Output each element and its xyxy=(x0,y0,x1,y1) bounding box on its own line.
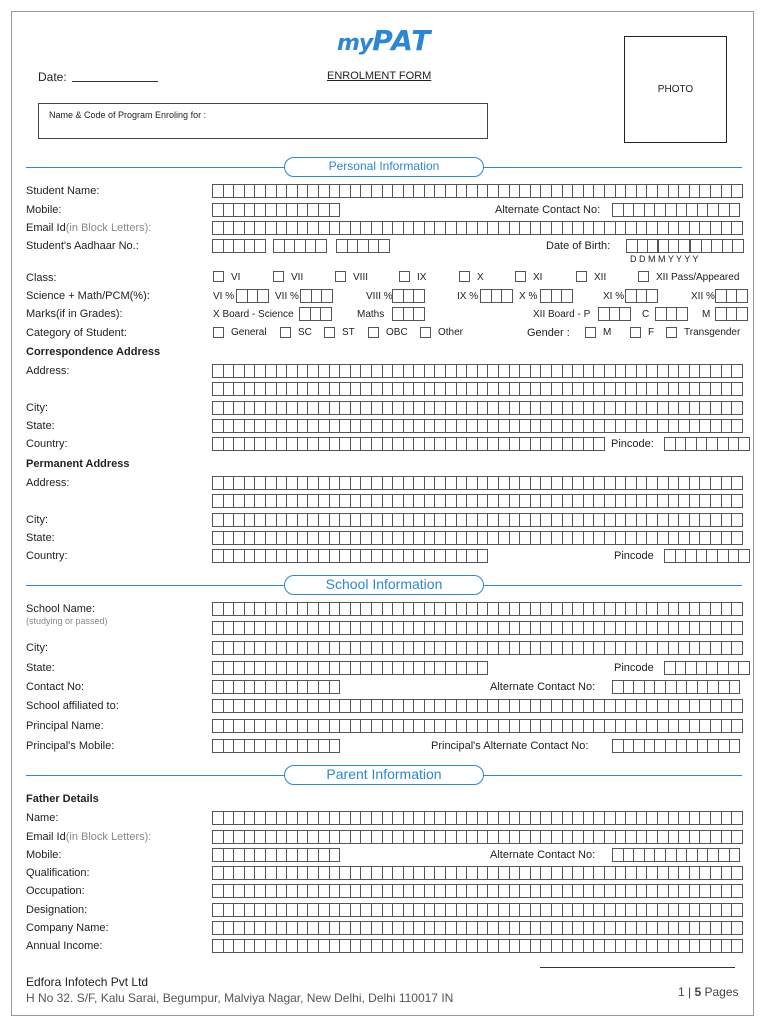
perm-address-boxes-1[interactable] xyxy=(212,476,743,489)
aadhaar-boxes-3[interactable] xyxy=(336,239,390,252)
father-company-boxes[interactable] xyxy=(212,921,743,934)
school-name-label: School Name: xyxy=(26,603,96,615)
corr-city-boxes[interactable] xyxy=(212,401,743,414)
corr-state-label: State: xyxy=(26,420,55,432)
alternate-contact-label: Alternate Contact No: xyxy=(495,204,601,216)
email-boxes[interactable] xyxy=(212,221,743,234)
pct-vii-label: VII % xyxy=(275,291,299,302)
father-designation-label: Designation: xyxy=(26,904,88,916)
father-income-label: Annual Income: xyxy=(26,940,103,952)
category-sc-label: SC xyxy=(298,327,312,338)
perm-pincode-label: Pincode xyxy=(614,550,654,562)
corr-country-label: Country: xyxy=(26,438,68,450)
perm-country-boxes[interactable] xyxy=(212,549,488,562)
mypat-logo: myPAT xyxy=(337,24,432,57)
class-viii-checkbox[interactable] xyxy=(335,271,346,282)
father-occupation-label: Occupation: xyxy=(26,885,85,897)
signature-line[interactable] xyxy=(540,967,735,968)
xii-c-boxes[interactable] xyxy=(655,307,688,320)
form-title: ENROLMENT FORM xyxy=(327,70,432,82)
category-general-label: General xyxy=(231,327,267,338)
pct-xi-boxes[interactable] xyxy=(625,289,658,302)
class-xii-pass-checkbox[interactable] xyxy=(638,271,649,282)
gender-label: Gender : xyxy=(527,327,570,339)
perm-address-boxes-2[interactable] xyxy=(212,494,743,507)
corr-pincode-label: Pincode: xyxy=(611,438,654,450)
father-mobile-label: Mobile: xyxy=(26,849,62,861)
gender-m-checkbox[interactable] xyxy=(585,327,596,338)
class-ix-label: IX xyxy=(417,272,427,283)
perm-country-label: Country: xyxy=(26,550,68,562)
gender-m-label: M xyxy=(603,327,612,338)
aadhaar-label: Student's Aadhaar No.: xyxy=(26,240,139,252)
father-mobile-boxes[interactable] xyxy=(212,848,340,861)
category-other-label: Other xyxy=(438,327,464,338)
pct-x-boxes[interactable] xyxy=(540,289,573,302)
class-x-checkbox[interactable] xyxy=(459,271,470,282)
principal-mobile-label: Principal's Mobile: xyxy=(26,740,115,752)
father-income-boxes[interactable] xyxy=(212,939,743,952)
pct-x-label: X % xyxy=(519,291,538,302)
alt-contact-boxes[interactable] xyxy=(612,203,740,216)
m-label: M xyxy=(702,309,711,320)
xii-m-boxes[interactable] xyxy=(715,307,748,320)
aadhaar-boxes-2[interactable] xyxy=(273,239,327,252)
marks-label: Marks(if in Grades): xyxy=(26,308,123,320)
pct-xii-boxes[interactable] xyxy=(715,289,748,302)
gender-f-label: F xyxy=(648,327,655,338)
school-city-boxes[interactable] xyxy=(212,641,743,654)
dob-day-boxes[interactable] xyxy=(626,239,659,252)
perm-state-boxes[interactable] xyxy=(212,531,743,544)
date-label: Date: xyxy=(38,70,67,84)
class-vi-checkbox[interactable] xyxy=(213,271,224,282)
maths-label: Maths xyxy=(357,309,385,320)
class-vi-label: VI xyxy=(231,272,241,283)
dob-label: Date of Birth: xyxy=(546,240,611,252)
school-affiliated-label: School affiliated to: xyxy=(26,700,119,712)
father-email-label: Email Id(in Block Letters): xyxy=(26,831,152,843)
father-qualification-label: Qualification: xyxy=(26,867,90,879)
pct-viii-boxes[interactable] xyxy=(392,289,425,302)
gender-f-checkbox[interactable] xyxy=(630,327,641,338)
principal-alt-contact-boxes[interactable] xyxy=(612,739,740,752)
father-qualification-boxes[interactable] xyxy=(212,866,743,879)
father-occupation-boxes[interactable] xyxy=(212,884,743,897)
footer-address: H No 32. S/F, Kalu Sarai, Begumpur, Malviya Nagar, New Delhi, Delhi 110017 IN xyxy=(26,991,454,1005)
corr-address-boxes-2[interactable] xyxy=(212,382,743,395)
father-alt-contact-boxes[interactable] xyxy=(612,848,740,861)
footer-company: Edfora Infotech Pvt Ltd xyxy=(26,975,149,989)
school-name-boxes-1[interactable] xyxy=(212,602,743,615)
class-xii-checkbox[interactable] xyxy=(576,271,587,282)
school-contact-boxes[interactable] xyxy=(212,680,340,693)
category-general-checkbox[interactable] xyxy=(213,327,224,338)
pct-ix-label: IX % xyxy=(457,291,479,302)
x-board-science-label: X Board - Science xyxy=(213,309,294,320)
corr-city-label: City: xyxy=(26,402,48,414)
perm-address-label: Address: xyxy=(26,477,70,489)
x-board-science-boxes[interactable] xyxy=(299,307,332,320)
dob-format-hint: D D M M Y Y Y Y xyxy=(630,254,699,264)
school-city-label: City: xyxy=(26,642,48,654)
class-ix-checkbox[interactable] xyxy=(399,271,410,282)
class-xi-label: XI xyxy=(533,272,543,283)
principal-alt-contact-label: Principal's Alternate Contact No: xyxy=(431,740,589,752)
pct-xii-label: XII % xyxy=(691,291,715,302)
page-count: 1 | 5 Pages xyxy=(678,985,739,999)
pct-vi-boxes[interactable] xyxy=(236,289,269,302)
pct-xi-label: XI % xyxy=(603,291,625,302)
science-math-label: Science + Math/PCM(%): xyxy=(26,290,150,302)
school-state-label: State: xyxy=(26,662,55,674)
principal-mobile-boxes[interactable] xyxy=(212,739,340,752)
category-st-checkbox[interactable] xyxy=(324,327,335,338)
date-field-line[interactable] xyxy=(72,81,158,82)
school-pincode-boxes[interactable] xyxy=(664,661,750,674)
personal-section-title: Personal Information xyxy=(284,157,484,177)
mobile-boxes[interactable] xyxy=(212,203,340,216)
pct-ix-boxes[interactable] xyxy=(480,289,513,302)
gender-transgender-checkbox[interactable] xyxy=(666,327,677,338)
corr-country-boxes[interactable] xyxy=(212,437,605,450)
xii-board-p-label: XII Board - P xyxy=(533,309,591,320)
principal-name-boxes[interactable] xyxy=(212,719,743,732)
permanent-heading: Permanent Address xyxy=(26,458,130,470)
photo-box[interactable] xyxy=(624,36,727,143)
dob-year-boxes[interactable] xyxy=(690,239,744,252)
school-name-boxes-2[interactable] xyxy=(212,621,743,634)
aadhaar-boxes-1[interactable] xyxy=(212,239,266,252)
father-name-boxes[interactable] xyxy=(212,811,743,824)
class-label: Class: xyxy=(26,272,57,284)
class-x-label: X xyxy=(477,272,484,283)
perm-city-label: City: xyxy=(26,514,48,526)
school-alt-contact-label: Alternate Contact No: xyxy=(490,681,596,693)
school-contact-label: Contact No: xyxy=(26,681,85,693)
pct-vii-boxes[interactable] xyxy=(300,289,333,302)
category-st-label: ST xyxy=(342,327,355,338)
student-name-label: Student Name: xyxy=(26,185,100,197)
father-designation-boxes[interactable] xyxy=(212,903,743,916)
perm-city-boxes[interactable] xyxy=(212,513,743,526)
xii-p-boxes[interactable] xyxy=(598,307,631,320)
email-label: Email Id(in Block Letters): xyxy=(26,222,152,234)
student-name-boxes[interactable] xyxy=(212,184,743,197)
category-obc-checkbox[interactable] xyxy=(368,327,379,338)
class-vii-label: VII xyxy=(291,272,304,283)
principal-name-label: Principal Name: xyxy=(26,720,104,732)
father-email-boxes[interactable] xyxy=(212,830,743,843)
class-xi-checkbox[interactable] xyxy=(515,271,526,282)
class-vii-checkbox[interactable] xyxy=(273,271,284,282)
school-alt-contact-boxes[interactable] xyxy=(612,680,740,693)
class-viii-label: VIII xyxy=(353,272,369,283)
correspondence-heading: Correspondence Address xyxy=(26,346,161,358)
category-other-checkbox[interactable] xyxy=(420,327,431,338)
program-field[interactable] xyxy=(38,103,488,139)
school-state-boxes[interactable] xyxy=(212,661,488,674)
corr-pincode-boxes[interactable] xyxy=(664,437,750,450)
corr-address-label: Address: xyxy=(26,365,70,377)
category-obc-label: OBC xyxy=(386,327,408,338)
school-section-title: School Information xyxy=(284,575,484,595)
class-xii-pass-label: XII Pass/Appeared xyxy=(656,272,740,283)
parent-section-title: Parent Information xyxy=(284,765,484,785)
class-xii-label: XII xyxy=(594,272,607,283)
pct-viii-label: VIII % xyxy=(366,291,393,302)
category-sc-checkbox[interactable] xyxy=(280,327,291,338)
perm-pincode-boxes[interactable] xyxy=(664,549,750,562)
school-pincode-label: Pincode xyxy=(614,662,654,674)
father-company-label: Company Name: xyxy=(26,922,109,934)
dob-month-boxes[interactable] xyxy=(657,239,690,252)
father-alt-contact-label: Alternate Contact No: xyxy=(490,849,596,861)
corr-state-boxes[interactable] xyxy=(212,419,743,432)
school-affiliated-boxes[interactable] xyxy=(212,699,743,712)
corr-address-boxes-1[interactable] xyxy=(212,364,743,377)
father-name-label: Name: xyxy=(26,812,59,824)
category-label: Category of Student: xyxy=(26,327,127,339)
school-name-hint: (studying or passed) xyxy=(26,616,108,626)
maths-boxes[interactable] xyxy=(392,307,425,320)
photo-label: PHOTO xyxy=(657,84,694,95)
gender-transgender-label: Transgender xyxy=(684,327,741,338)
mobile-label: Mobile: xyxy=(26,204,62,216)
c-label: C xyxy=(642,309,650,320)
pct-vi-label: VI % xyxy=(213,291,235,302)
father-heading: Father Details xyxy=(26,793,99,805)
perm-state-label: State: xyxy=(26,532,55,544)
program-label: Name & Code of Program Enroling for : xyxy=(49,110,207,120)
